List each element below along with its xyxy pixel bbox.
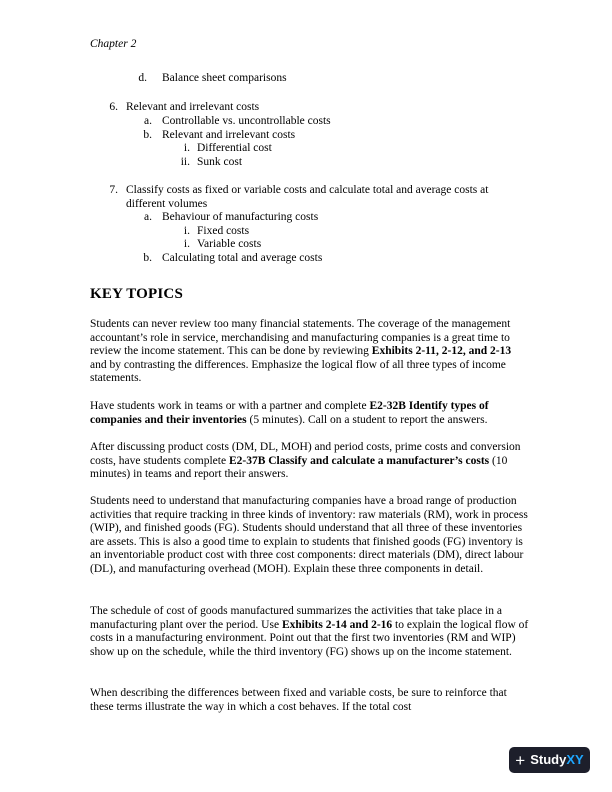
- paragraph-text: and by contrasting the differences. Emphasize the logical flow of all three types of income statements.: [90, 358, 506, 385]
- list-marker: 7.: [109, 184, 118, 196]
- list-item-text: Controllable vs. uncontrollable costs: [162, 115, 331, 127]
- list-item-text: Relevant and irrelevant costs: [162, 129, 296, 141]
- list-marker: i.: [183, 238, 190, 250]
- list-marker: b.: [143, 129, 152, 141]
- list-item-text: different volumes: [126, 198, 208, 210]
- list-item-text: Balance sheet comparisons: [162, 72, 287, 84]
- paragraph: [90, 441, 530, 482]
- list-marker: a.: [144, 115, 152, 127]
- brand-accent: XY: [566, 752, 584, 768]
- brand-main: Study: [530, 752, 567, 768]
- list-item-text: Fixed costs: [197, 225, 250, 237]
- list-marker: d.: [138, 72, 147, 84]
- list-item-text: Behaviour of manufacturing costs: [162, 211, 319, 223]
- paragraph-bold-text: Exhibits 2-11, 2-12, and 2-13: [371, 345, 512, 358]
- paragraph-text: (5 minutes). Call on a student to report the answers.: [246, 413, 488, 426]
- list-item-text: Relevant and irrelevant costs: [126, 101, 260, 113]
- plus-icon: +: [515, 750, 526, 770]
- paragraph-text: Have students work in teams or with a partner and complete: [90, 400, 370, 412]
- list-marker: a.: [144, 211, 152, 223]
- list-marker: i.: [183, 225, 190, 237]
- list-marker: i.: [183, 142, 190, 154]
- paragraph: [90, 318, 530, 386]
- paragraph-bold-text: E2-32B Identify types of companies and their inventories: [90, 400, 489, 426]
- paragraph-bold-text: Exhibits 2-14 and 2-16: [281, 618, 393, 631]
- paragraph-text: When describing the differences between fixed and variable costs, be sure to reinforce that these terms illustrate the way in which a cost behaves. If the total cost: [90, 687, 507, 713]
- list-marker: 6.: [109, 101, 118, 113]
- list-marker: b.: [143, 252, 152, 264]
- running-header: Chapter 2: [90, 38, 137, 50]
- paragraph-text: After discussing product costs (DM, DL, MOH) and period costs, prime costs and conversion costs, have students complete: [90, 441, 521, 467]
- paragraph-text: Students can never review too many financial statements. The coverage of the management accountant’s role in service, merchandising and manufacturing companies is a great time to review the income statement. This can be done by reviewing: [90, 318, 511, 358]
- list-item-text: Differential cost: [197, 142, 272, 154]
- paragraph: [90, 400, 530, 427]
- paragraph-text: Students need to understand that manufacturing companies have a broad range of production activities that require tracking in three kinds of inventory: raw materials (RM), work in process (WIP), and finished goods (FG). Students should understand that all three of these inventories are assets. This is also a good time to explain to students that finished goods (FG) inventory is an inventoriable product cost with three cost components: direct materials (DM), direct labour (DL), and manufacturing overhead (MOH). Explain these three components in detail.: [90, 495, 528, 575]
- paragraph: [90, 605, 530, 659]
- studyxy-badge[interactable]: [509, 747, 590, 773]
- paragraph-text: to explain the logical flow of costs in a manufacturing environment. Point out that the first two inventories (RM and WIP) show up on the schedule, while the third inventory (FG) shows up on the income statement.: [90, 618, 529, 658]
- paragraph: [90, 687, 530, 714]
- paragraph: [90, 495, 530, 577]
- list-item-text: Classify costs as fixed or variable costs and calculate total and average costs at: [126, 184, 489, 196]
- paragraph-text: (10 minutes) in teams and report their answers.: [90, 454, 508, 481]
- list-item-text: Calculating total and average costs: [162, 252, 323, 264]
- paragraph-bold-text: E2-37B Classify and calculate a manufacturer’s costs: [228, 454, 490, 467]
- list-item-text: Variable costs: [197, 238, 262, 250]
- list-marker: ii.: [180, 156, 190, 168]
- paragraph-text: The schedule of cost of goods manufactured summarizes the activities that take place in a manufacturing plant over the period. Use: [90, 605, 502, 631]
- list-item-text: Sunk cost: [197, 156, 243, 168]
- section-heading: KEY TOPICS: [90, 286, 184, 302]
